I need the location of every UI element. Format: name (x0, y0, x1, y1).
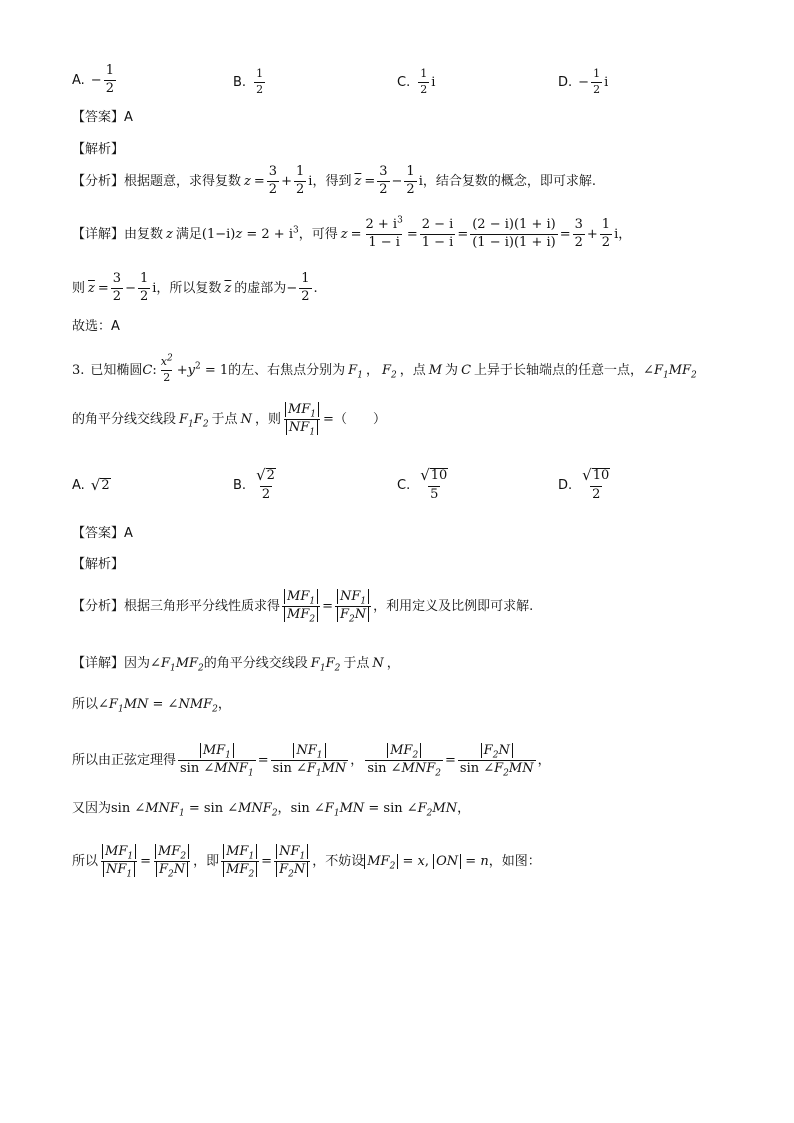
q2-ze-line: 则 $\overline{z}$ = $\frac{3}{2}$ − $\frac{1}{2}$ i ，所以复数 $\overline{z}$ 的虚部为 − $\frac{1}{2}$ . (72, 271, 318, 304)
fraction: $\frac{1}{2}$ (420, 67, 428, 96)
q3-stem-line2: 的角平分线交线段 $F_1F_2$ 于点 N ，则 $\frac{MF_1}{NF_1}$ = （ ） (72, 402, 386, 438)
q3-option-b: B. √ 2 2 (233, 466, 275, 502)
q2-option-c: C. $\frac{1}{2}$ i (397, 67, 436, 96)
q3-xiangjie-line: 【详解】 因为 $\angle F_1MF_2$ 的角平分线交线段 $F_1F_2$ 于点 N ， (72, 656, 400, 674)
option-label: A. (72, 72, 85, 88)
q3-option-d: D. √ 10 2 (558, 466, 610, 502)
q3-youyin-line: 又因为 $\sin \angle MNF_1 = \sin$ $\angle MNF_2$ ， $\sin \angle F_1MN = \sin$ $\angle F_2MN$ ， (72, 801, 471, 819)
q3-sine-line: 所以由正弦定理得 $\frac{MF_1}{\sin \angle MNF_1}$ = $\frac{NF_1}{\sin \angle F_1MN}$ ， $\frac{MF_2}{\sin \angle MNF_2}$ = $\frac{F_2N}{\sin \angle F_2MN}$ ， (72, 743, 551, 779)
q2-analysis-heading: 【解析】 (72, 142, 125, 157)
q2-guxuan: 故选：A (72, 319, 120, 334)
q3-answer: 【答案】A (72, 526, 133, 541)
q3-fenxi-line: 【分析】 根据三角形平分线性质求得 $\frac{MF_1}{MF_2}$ = $\frac{NF_1}{F_2N}$ ，利用定义及比例即可求解. (72, 589, 534, 625)
option-label: D. (558, 74, 573, 90)
q2-option-a: A. − $\frac{1}{2}$ (72, 63, 114, 96)
q2-option-b (233, 68, 267, 96)
q2-fenxi-line: 【分析】 根据题意，求得复数 z = $\frac{3}{2}$ + $\frac{1}{2}$ i ，得到 $\overline{z}$ = $\frac{3}{2}$ − $\frac{1}{2}$ i ，结合复数的概念，即可求解. (72, 164, 596, 197)
q2-xiangjie-line: 【详解】 由复数 z 满足 $(1-i)z = 2 + i^3$ ，可得 z = $\frac{2 + i^3}{1 - i}$ = $\frac{2 - i}{1 - i}$ = $\frac{(2 - i)(1 + i)}{(1 - i)(1 + i)}$ = $\frac{3}{2}$ + $\frac{1}{2}$ i， (72, 215, 632, 250)
q3-stem-line1: 3. 已知椭圆 C : $\frac{x^2}{2}$ $+y^2 = 1$ 的左、右焦点分别为 $F_1$ ， $F_2$ ，点 M 为 C 上异于长轴端点的任意一点， $\angle F_1MF_2$ (72, 353, 697, 384)
sqrt: √ 2 (90, 476, 110, 494)
fraction: $\frac{1}{2}$ (105, 63, 114, 96)
fraction: $\frac{1}{2}$ (256, 67, 264, 96)
option-label: C. (397, 74, 411, 90)
fraction: $\frac{1}{2}$ (593, 67, 601, 96)
q3-option-a: A. √ 2 (72, 476, 110, 494)
option-label: B. (233, 74, 247, 90)
q2-option-d: D. − $\frac{1}{2}$ i (558, 67, 609, 96)
q2-answer: 【答案】A (72, 110, 133, 125)
q3-angle-line: 所以 $\angle F_1MN$ = $\angle NMF_2$ ， (72, 697, 231, 715)
q3-option-c: C. √ 10 5 (397, 466, 448, 502)
q3-analysis-heading: 【解析】 (72, 557, 125, 572)
q3-ratio-line: 所以 $\frac{MF_1}{NF_1}$ = $\frac{MF_2}{F_2N}$ ，即 $\frac{MF_1}{MF_2}$ = $\frac{NF_1}{F_2N}$ ，不妨设 $MF_2 = x$, ON = n ，如图： (72, 844, 541, 880)
